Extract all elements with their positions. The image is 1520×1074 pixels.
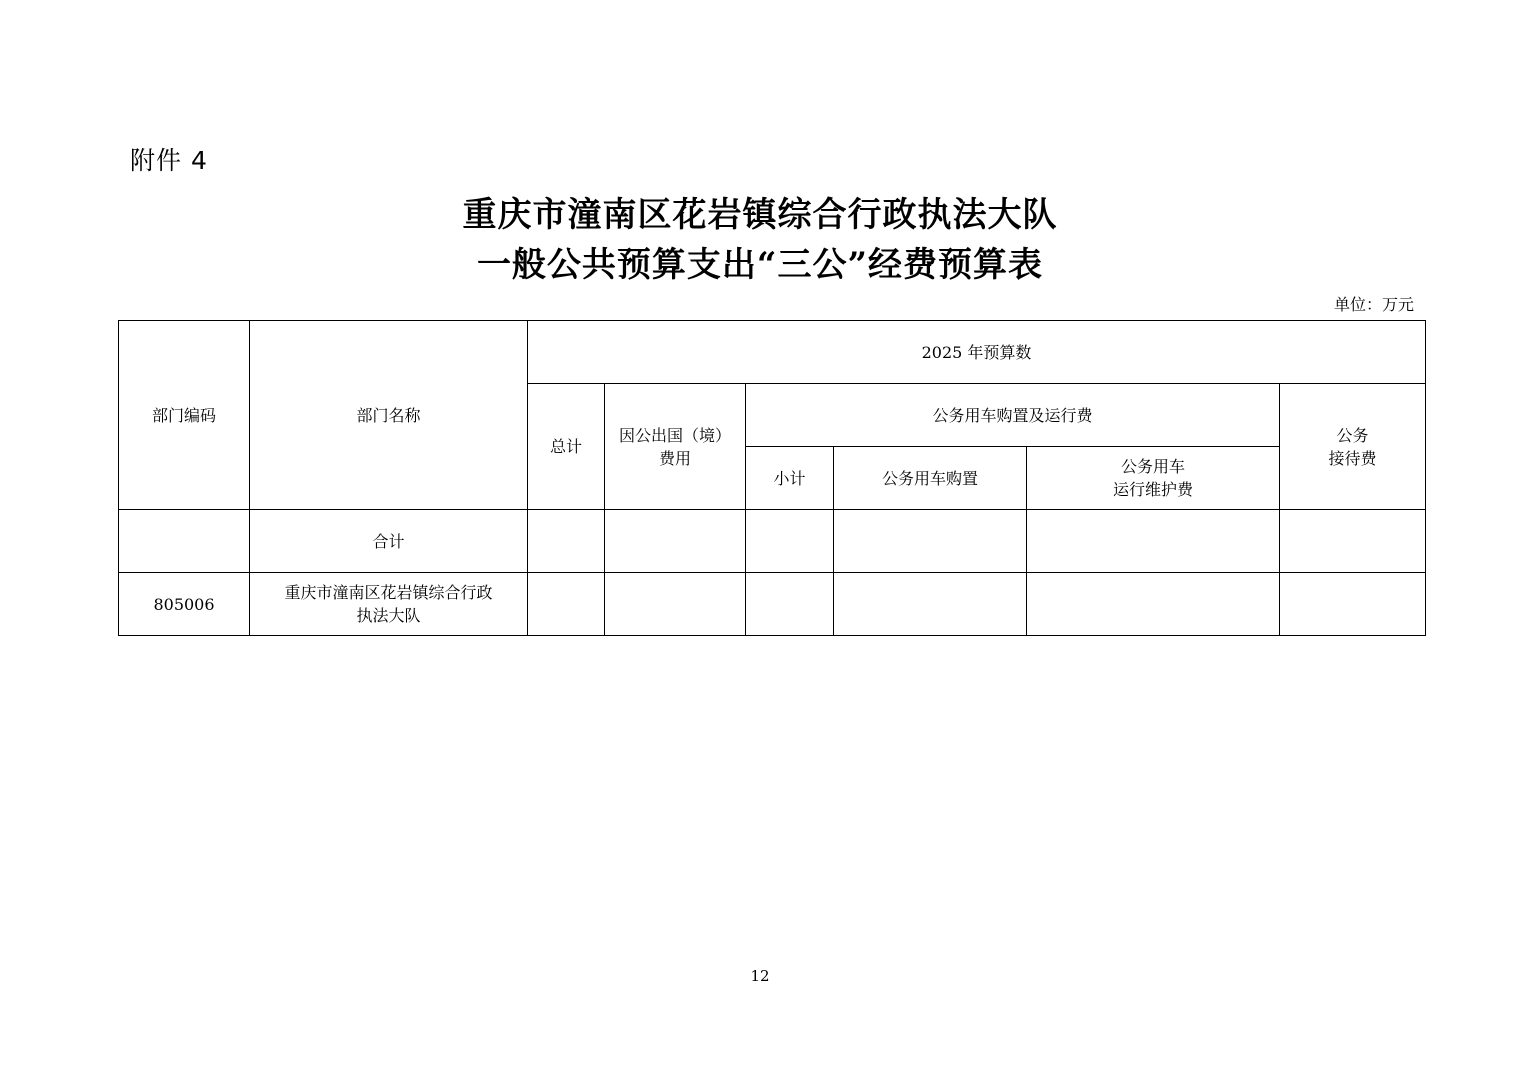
cell-reception [1280,573,1426,636]
header-vehicle-group: 公务用车购置及运行费 [746,384,1280,447]
header-row-1 [119,321,1426,384]
cell-vehicle-purchase [834,510,1027,573]
header-vehicle-maint-line-2: 运行维护费 [1112,480,1193,499]
cell-code [119,510,250,573]
cell-reception [1280,510,1426,573]
cell-subtotal [746,510,834,573]
header-dept-code: 部门编码 [119,321,250,510]
header-budget-year: 2025 年预算数 [528,321,1426,384]
table-row-dept [119,573,1426,636]
document-title [0,190,1520,290]
cell-subtotal [746,573,834,636]
title-line-2: 一般公共预算支出“三公”经费预算表 [476,245,1044,285]
header-total: 总计 [528,384,605,510]
cell-code: 805006 [119,573,250,636]
cell-total [528,573,605,636]
header-subtotal: 小计 [746,447,834,510]
table-row-total [119,510,1426,573]
cell-vehicle-maint [1027,573,1280,636]
budget-table [118,320,1426,636]
attachment-label: 附件 4 [130,146,208,175]
title-line-1: 重庆市潼南区花岩镇综合行政执法大队 [462,195,1058,235]
cell-overseas [605,573,746,636]
header-reception-line-2: 接待费 [1328,448,1377,468]
header-reception-line-1: 公务 [1336,425,1369,445]
cell-vehicle-maint [1027,510,1280,573]
cell-name-line-1: 合计 [372,531,405,551]
header-overseas-line-1: 因公出国（境） [618,425,731,445]
cell-name [250,573,528,636]
cell-total [528,510,605,573]
cell-name-line-1: 重庆市潼南区花岩镇综合行政 [284,583,493,602]
cell-overseas [605,510,746,573]
header-overseas [605,384,746,510]
header-reception [1280,384,1426,510]
cell-name [250,510,528,573]
header-vehicle-maint-line-1: 公务用车 [1120,457,1185,476]
cell-vehicle-purchase [834,573,1027,636]
header-overseas-line-2: 费用 [658,448,691,468]
page-number: 12 [750,967,770,985]
cell-name-line-2: 执法大队 [356,606,421,625]
header-dept-name: 部门名称 [250,321,528,510]
header-vehicle-purchase: 公务用车购置 [834,447,1027,510]
header-vehicle-maint [1027,447,1280,510]
unit-label: 单位：万元 [1333,295,1414,314]
